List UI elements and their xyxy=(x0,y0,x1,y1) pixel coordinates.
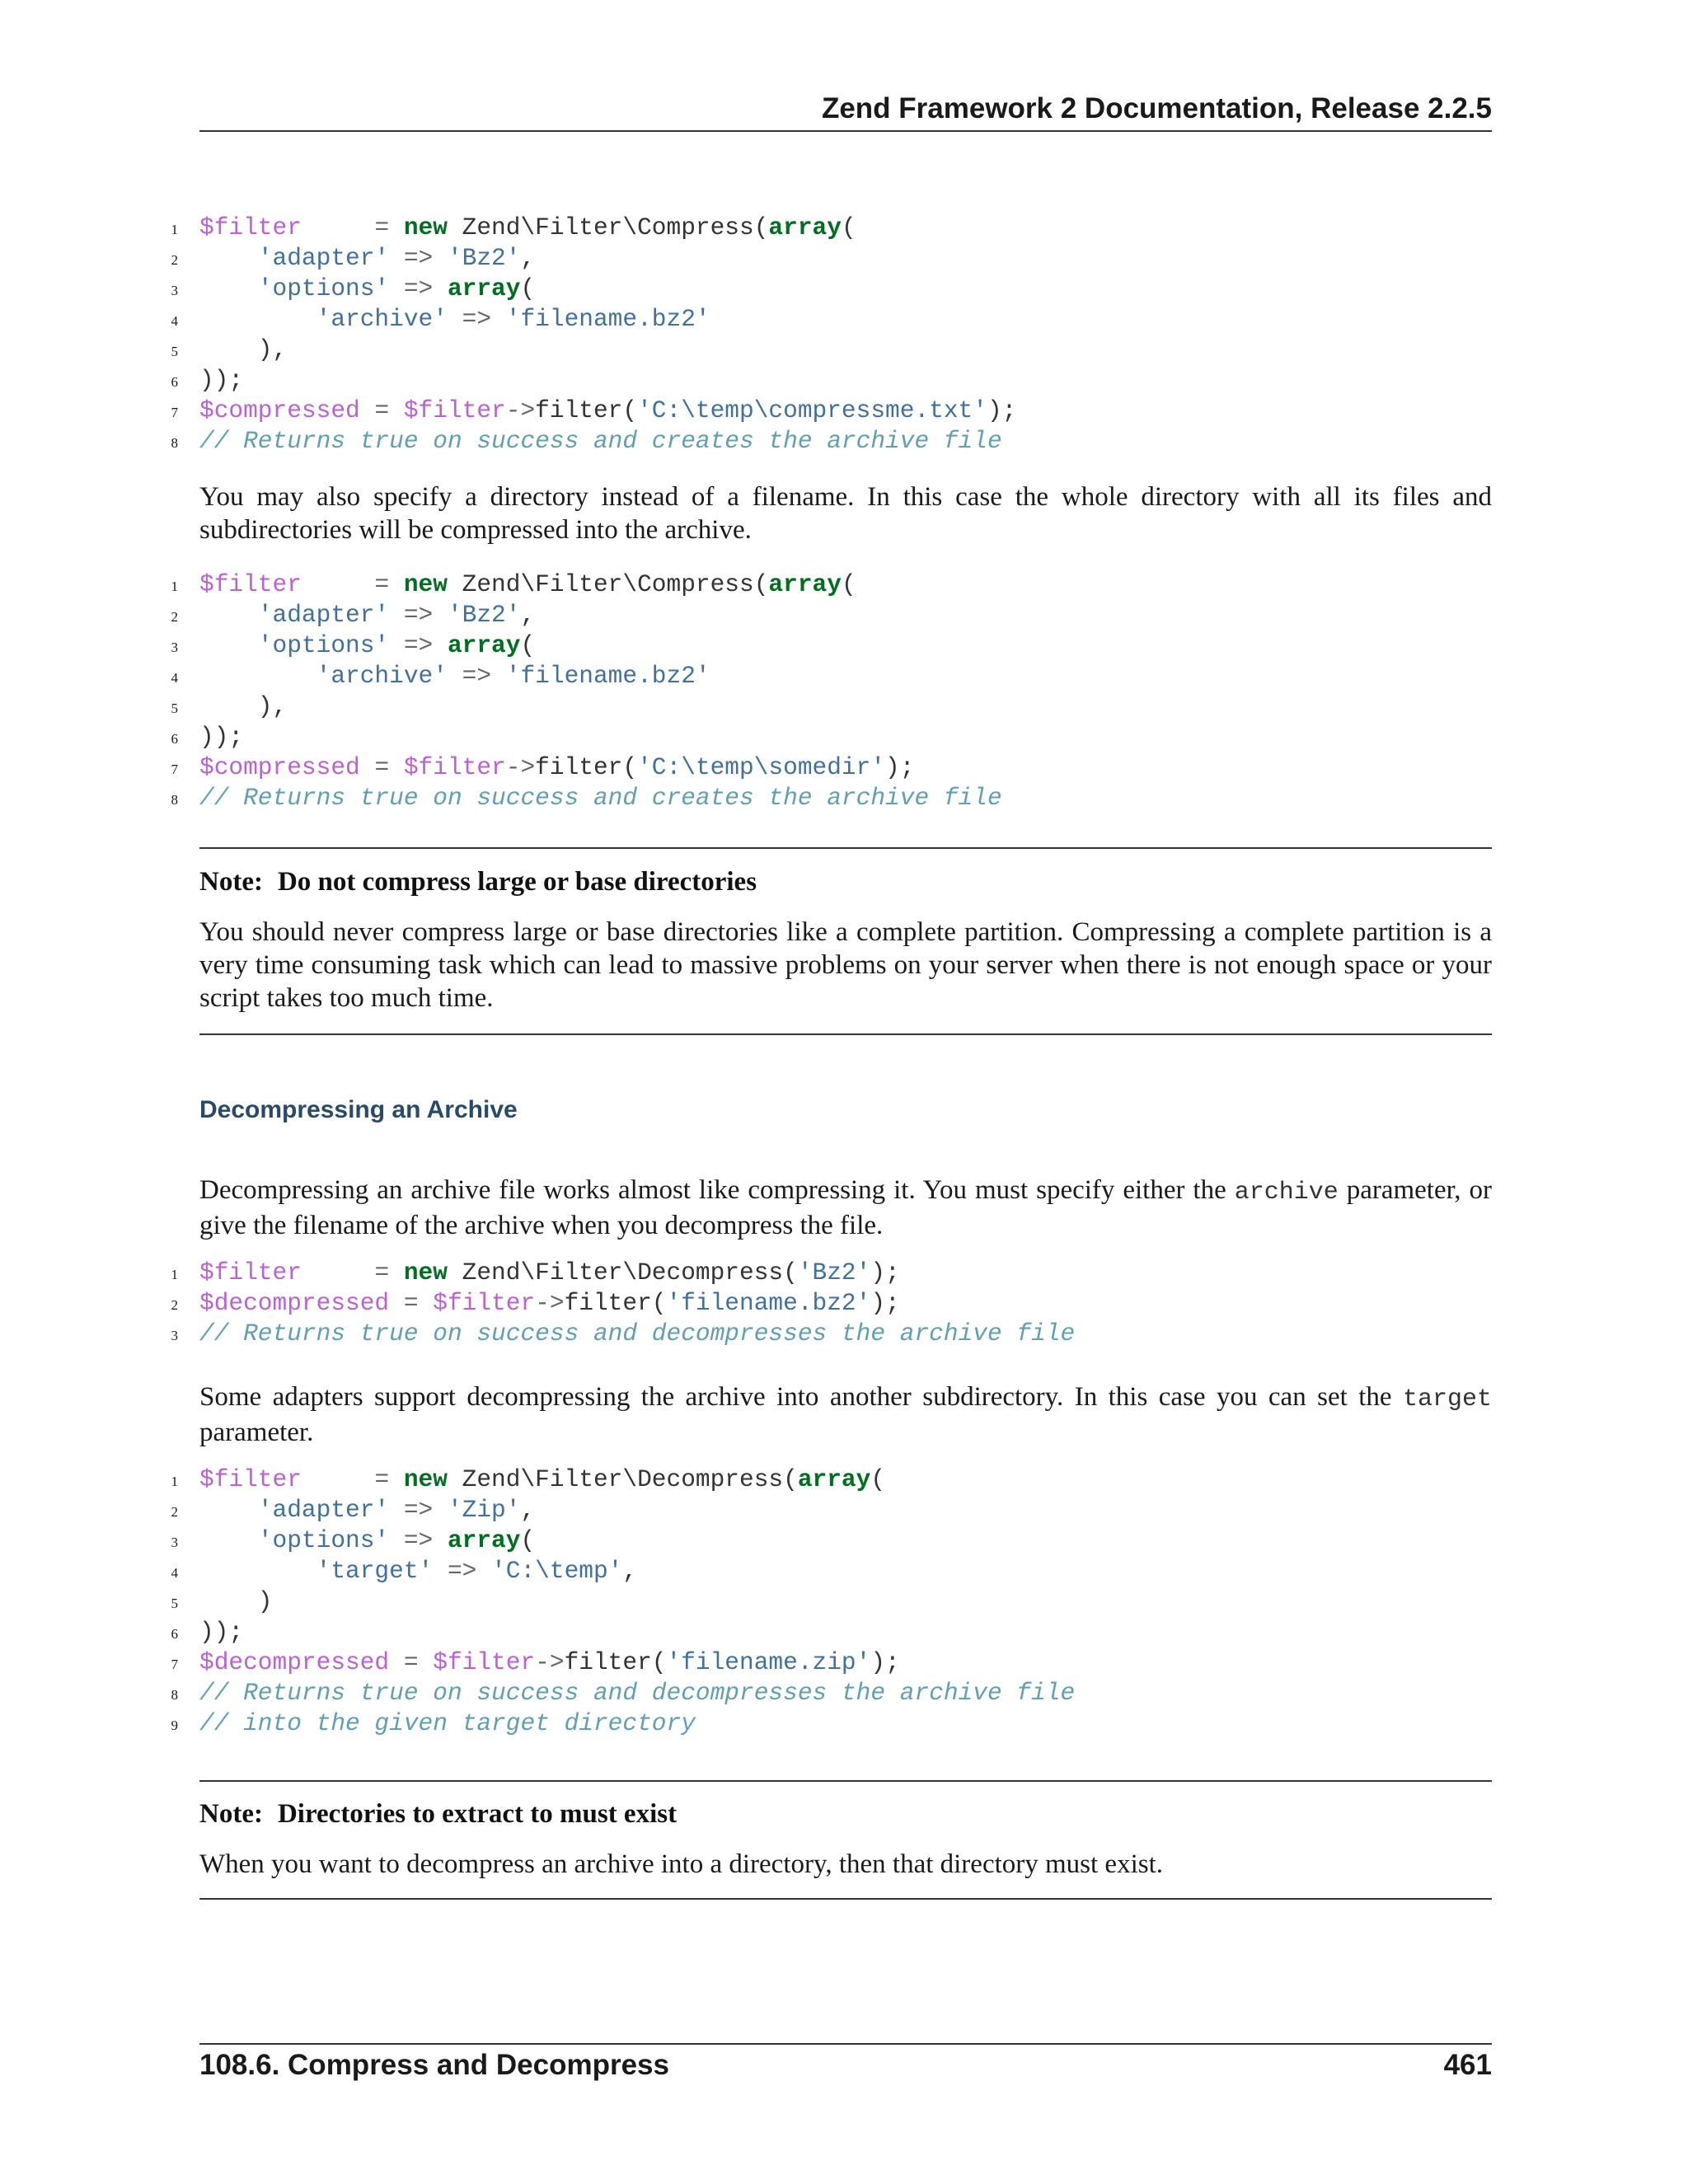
line-number: 8 xyxy=(171,1687,178,1703)
inline-code-archive: archive xyxy=(1234,1179,1339,1207)
code-line xyxy=(171,335,1492,365)
code-token: array xyxy=(797,1465,871,1493)
note-bottom-rule xyxy=(199,1033,1492,1035)
code-line xyxy=(171,1288,1492,1319)
code-token xyxy=(389,1289,404,1317)
code-line xyxy=(171,274,1492,304)
code-token: filter( xyxy=(535,753,638,781)
code-token xyxy=(433,274,448,302)
code-token: array xyxy=(768,213,842,241)
code-token xyxy=(389,1258,404,1286)
line-number: 2 xyxy=(171,252,178,268)
code-token: filter( xyxy=(564,1648,667,1676)
code-line xyxy=(171,1258,1492,1288)
code-token xyxy=(199,631,258,659)
code-token: ), xyxy=(199,335,288,363)
code-token: 'Zip' xyxy=(447,1496,521,1524)
line-number: 1 xyxy=(171,1267,178,1282)
code-token xyxy=(389,1496,404,1524)
running-header: Zend Framework 2 Documentation, Release 2.2.5 xyxy=(821,92,1492,124)
code-token: array xyxy=(447,631,521,659)
document-page xyxy=(171,0,1492,2184)
code-token: , xyxy=(520,1496,536,1524)
code-token: = xyxy=(374,753,390,781)
code-token xyxy=(199,1526,258,1554)
code-token xyxy=(389,1648,404,1676)
code-token xyxy=(360,753,375,781)
code-token: ( xyxy=(520,631,536,659)
code-line xyxy=(171,1647,1492,1678)
code-token xyxy=(433,631,448,659)
code-token: 'adapter' xyxy=(257,601,390,629)
code-token: Zend\Filter\Decompress( xyxy=(447,1258,798,1286)
code-token xyxy=(302,1465,375,1493)
code-block-compress-file xyxy=(171,213,1492,457)
code-token: 'adapter' xyxy=(257,244,390,272)
code-token: , xyxy=(520,601,536,629)
code-line xyxy=(171,396,1492,426)
code-token: array xyxy=(447,1526,521,1554)
note-top-rule xyxy=(199,847,1492,849)
code-token xyxy=(389,274,404,302)
line-number: 1 xyxy=(171,1474,178,1489)
code-token: // into the given target directory xyxy=(199,1709,696,1737)
code-token: 'options' xyxy=(257,1526,390,1554)
code-token: -> xyxy=(535,1648,565,1676)
code-token: $filter xyxy=(199,1258,302,1286)
code-line xyxy=(171,1526,1492,1556)
code-token: ); xyxy=(870,1289,900,1317)
code-token: => xyxy=(462,305,492,333)
code-token: -> xyxy=(505,396,536,424)
code-line xyxy=(171,1617,1492,1647)
line-number: 6 xyxy=(171,374,178,390)
code-token: 'target' xyxy=(316,1557,434,1585)
line-number: 8 xyxy=(171,792,178,808)
code-line xyxy=(171,365,1492,396)
code-token: $compressed xyxy=(199,396,360,424)
code-token xyxy=(433,244,448,272)
code-token xyxy=(389,570,404,598)
line-number: 5 xyxy=(171,701,178,716)
code-token xyxy=(419,1289,434,1317)
code-token: $filter xyxy=(403,753,506,781)
code-token: => xyxy=(447,1557,477,1585)
code-token: $filter xyxy=(199,570,302,598)
code-line xyxy=(171,661,1492,691)
code-token: 'Bz2' xyxy=(447,601,521,629)
code-token: // Returns true on success and creates the archive file xyxy=(199,784,1002,812)
code-line xyxy=(171,722,1492,752)
code-token xyxy=(389,213,404,241)
line-number: 7 xyxy=(171,762,178,777)
footer-rule xyxy=(199,2043,1492,2045)
code-token: // Returns true on success and decompresses the archive file xyxy=(199,1319,1076,1347)
code-token: // Returns true on success and creates the archive file xyxy=(199,427,1002,455)
code-token: // Returns true on success and decompresses the archive file xyxy=(199,1679,1076,1707)
code-line xyxy=(171,426,1492,457)
code-token xyxy=(433,1496,448,1524)
paragraph-target: Some adapters support decompressing the archive into another subdirectory. In this case you can set the target parameter. xyxy=(199,1382,1492,1447)
code-token xyxy=(433,1557,448,1585)
code-token: ( xyxy=(520,274,536,302)
code-line xyxy=(171,1465,1492,1495)
code-token: ); xyxy=(987,396,1017,424)
code-token: = xyxy=(374,213,390,241)
line-number: 1 xyxy=(171,222,178,237)
code-token: = xyxy=(374,1465,390,1493)
note2-heading: Directories to extract to must exist xyxy=(277,1799,678,1829)
code-line xyxy=(171,213,1492,243)
code-token xyxy=(199,1496,258,1524)
line-number: 2 xyxy=(171,609,178,625)
code-token: $compressed xyxy=(199,753,360,781)
note-label: Note: xyxy=(199,867,263,897)
code-token: ), xyxy=(199,692,288,720)
code-line xyxy=(171,630,1492,661)
code-token xyxy=(389,753,404,781)
code-token: 'adapter' xyxy=(257,1496,390,1524)
code-line xyxy=(171,304,1492,335)
paragraph-decompress: Decompressing an archive file works almost like compressing it. You must specify either the archive parameter, or give the filename of the archive when you decompress the file. xyxy=(199,1175,1492,1240)
code-token: = xyxy=(403,1289,419,1317)
code-token: ( xyxy=(841,570,856,598)
code-token: filter( xyxy=(564,1289,667,1317)
code-token: $filter xyxy=(199,1465,302,1493)
note-body: You should never compress large or base directories like a complete partition. Compressing a complete partition is a very time consuming task which can lead to massive problems on your server when there is not enough space or your script takes too much time. xyxy=(199,917,1492,1013)
code-token: array xyxy=(768,570,842,598)
code-token: = xyxy=(374,1258,390,1286)
line-number: 4 xyxy=(171,1565,178,1581)
note-title xyxy=(199,867,757,898)
code-line xyxy=(171,1319,1492,1349)
line-number: 3 xyxy=(171,1535,178,1550)
code-token: => xyxy=(403,1496,434,1524)
code-token: )); xyxy=(199,1618,244,1646)
code-token: 'options' xyxy=(257,274,390,302)
code-token xyxy=(476,1557,491,1585)
code-token: => xyxy=(462,662,492,690)
section-heading: Decompressing an Archive xyxy=(199,1096,518,1123)
line-number: 2 xyxy=(171,1297,178,1313)
note2-bottom-rule xyxy=(199,1898,1492,1900)
line-number: 3 xyxy=(171,283,178,298)
code-token xyxy=(199,305,316,333)
code-line xyxy=(171,569,1492,600)
code-token xyxy=(448,305,462,333)
code-token xyxy=(448,662,462,690)
line-number: 7 xyxy=(171,1657,178,1672)
code-line xyxy=(171,1678,1492,1708)
code-line xyxy=(171,691,1492,722)
code-token: )); xyxy=(199,723,244,751)
code-token: Zend\Filter\Compress( xyxy=(447,213,769,241)
code-token: -> xyxy=(505,753,536,781)
code-token xyxy=(389,601,404,629)
code-token: ); xyxy=(870,1258,900,1286)
code-block-compress-directory xyxy=(171,569,1492,813)
note-heading: Do not compress large or base directories xyxy=(277,867,757,897)
code-token: ( xyxy=(870,1465,886,1493)
code-line xyxy=(171,752,1492,783)
code-token xyxy=(199,1557,316,1585)
code-token: 'Bz2' xyxy=(797,1258,871,1286)
code-token: 'archive' xyxy=(316,662,448,690)
code-token: ); xyxy=(885,753,915,781)
code-token xyxy=(389,1465,404,1493)
line-number: 4 xyxy=(171,670,178,686)
code-token: ); xyxy=(870,1648,900,1676)
code-token: = xyxy=(403,1648,419,1676)
code-token xyxy=(199,274,258,302)
line-number: 6 xyxy=(171,1626,178,1642)
code-token: $filter xyxy=(403,396,506,424)
code-line xyxy=(171,1708,1492,1739)
code-token: 'Bz2' xyxy=(447,244,521,272)
code-token: 'archive' xyxy=(316,305,448,333)
code-token: $filter xyxy=(433,1648,536,1676)
code-line xyxy=(171,1495,1492,1526)
page-number: 461 xyxy=(1443,2049,1492,2081)
code-token: 'options' xyxy=(257,631,390,659)
code-token xyxy=(389,244,404,272)
code-token xyxy=(199,244,258,272)
code-token: => xyxy=(403,274,434,302)
line-number: 3 xyxy=(171,640,178,655)
code-token: 'filename.bz2' xyxy=(505,662,710,690)
code-token xyxy=(389,631,404,659)
code-token: 'C:\temp\compressme.txt' xyxy=(637,396,987,424)
code-token: new xyxy=(403,213,448,241)
code-token: $decompressed xyxy=(199,1648,390,1676)
code-token: 'filename.bz2' xyxy=(505,305,710,333)
code-token: $filter xyxy=(433,1289,536,1317)
paragraph-directory: You may also specify a directory instead of a filename. In this case the whole directory with all its files and subdirectories will be compressed into the archive. xyxy=(199,482,1492,545)
code-token xyxy=(433,601,448,629)
line-number: 2 xyxy=(171,1504,178,1520)
code-token: 'C:\temp\somedir' xyxy=(637,753,886,781)
footer-section: 108.6. Compress and Decompress xyxy=(199,2049,669,2081)
code-token: Zend\Filter\Compress( xyxy=(447,570,769,598)
code-token: , xyxy=(520,244,536,272)
code-token: array xyxy=(447,274,521,302)
code-token: new xyxy=(403,570,448,598)
code-token: = xyxy=(374,570,390,598)
code-token: , xyxy=(622,1557,638,1585)
code-token: => xyxy=(403,244,434,272)
code-token xyxy=(491,662,506,690)
note2-label: Note: xyxy=(199,1799,263,1829)
line-number: 5 xyxy=(171,344,178,359)
code-token xyxy=(389,396,404,424)
code-token: $decompressed xyxy=(199,1289,390,1317)
code-block-decompress xyxy=(171,1258,1492,1349)
code-token: ( xyxy=(520,1526,536,1554)
inline-code-target: target xyxy=(1402,1385,1492,1413)
code-token xyxy=(433,1526,448,1554)
code-token: filter( xyxy=(535,396,638,424)
code-line xyxy=(171,1556,1492,1586)
code-token: => xyxy=(403,1526,434,1554)
code-token: Zend\Filter\Decompress( xyxy=(447,1465,798,1493)
line-number: 1 xyxy=(171,579,178,594)
code-token: 'filename.zip' xyxy=(666,1648,871,1676)
code-line xyxy=(171,1586,1492,1617)
code-line xyxy=(171,783,1492,813)
code-token xyxy=(389,1526,404,1554)
code-token: => xyxy=(403,631,434,659)
code-line xyxy=(171,243,1492,274)
code-token: 'filename.bz2' xyxy=(666,1289,871,1317)
line-number: 8 xyxy=(171,435,178,451)
code-token xyxy=(302,570,375,598)
code-token: $filter xyxy=(199,213,302,241)
line-number: 5 xyxy=(171,1596,178,1611)
line-number: 9 xyxy=(171,1718,178,1733)
code-token xyxy=(302,213,375,241)
note2-body: When you want to decompress an archive into a directory, then that directory must exist. xyxy=(199,1849,1164,1879)
code-token xyxy=(360,396,375,424)
line-number: 4 xyxy=(171,313,178,329)
code-token xyxy=(419,1648,434,1676)
code-line xyxy=(171,600,1492,630)
header-rule xyxy=(199,130,1492,132)
note2-top-rule xyxy=(199,1780,1492,1782)
code-token: new xyxy=(403,1465,448,1493)
code-token: = xyxy=(374,396,390,424)
code-token: => xyxy=(403,601,434,629)
code-token: 'C:\temp' xyxy=(491,1557,623,1585)
note2-title xyxy=(199,1799,677,1830)
code-token: -> xyxy=(535,1289,565,1317)
code-token: ) xyxy=(199,1587,273,1615)
line-number: 6 xyxy=(171,731,178,747)
code-token xyxy=(199,662,316,690)
code-token xyxy=(302,1258,375,1286)
code-token xyxy=(491,305,506,333)
code-token: )); xyxy=(199,366,244,394)
line-number: 7 xyxy=(171,405,178,420)
code-block-decompress-target xyxy=(171,1465,1492,1739)
code-token xyxy=(199,601,258,629)
code-token: new xyxy=(403,1258,448,1286)
code-token: ( xyxy=(841,213,856,241)
line-number: 3 xyxy=(171,1328,178,1343)
